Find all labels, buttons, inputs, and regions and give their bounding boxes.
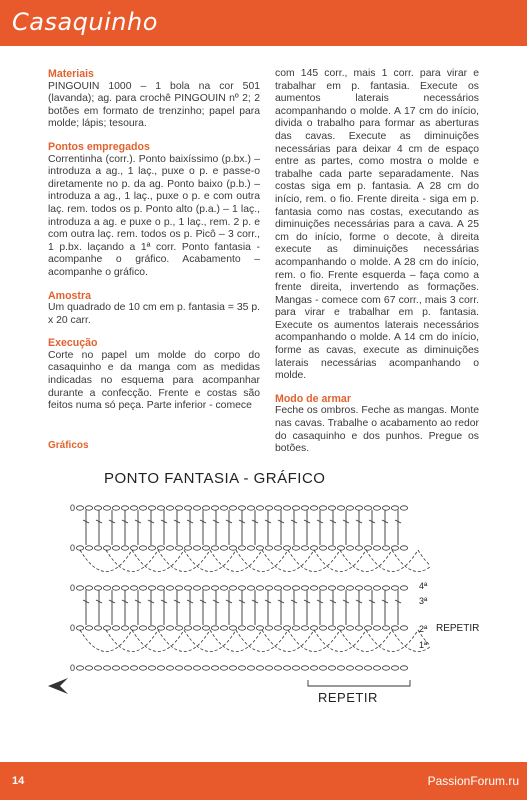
chain-arch <box>158 630 210 652</box>
chain-stitch <box>229 546 236 550</box>
chain-stitch <box>265 666 272 670</box>
chain-stitch <box>400 546 407 550</box>
chain-stitch <box>148 586 155 590</box>
chain-stitch <box>328 586 335 590</box>
chain-stitch <box>346 546 353 550</box>
chain-stitch <box>148 666 155 670</box>
chain-stitch <box>85 586 92 590</box>
chain-stitch <box>274 666 281 670</box>
row-label-4: 4ª <box>419 581 428 591</box>
chain-stitch <box>157 626 164 630</box>
chain-stitch <box>256 666 263 670</box>
chain-stitch <box>112 586 119 590</box>
chain-stitch <box>355 666 362 670</box>
chain-stitch <box>175 506 182 510</box>
chain-stitch <box>400 586 407 590</box>
chain-stitch <box>157 666 164 670</box>
chain-stitch <box>400 626 407 630</box>
chain-stitch <box>391 626 398 630</box>
chain-stitch <box>211 506 218 510</box>
chain-stitch <box>283 586 290 590</box>
chain-stitch <box>355 586 362 590</box>
chain-stitch <box>373 546 380 550</box>
graficos-label: Gráficos <box>48 440 89 451</box>
chain-stitch <box>247 626 254 630</box>
repetir-side-label: REPETIR <box>436 623 480 634</box>
header-bar <box>0 0 527 46</box>
chain-stitch <box>184 666 191 670</box>
chain-stitch <box>130 666 137 670</box>
chain-arch <box>340 630 392 652</box>
chain-stitch <box>310 666 317 670</box>
row-start-mark: 0 <box>70 543 76 553</box>
chain-stitch <box>184 506 191 510</box>
chain-stitch <box>355 546 362 550</box>
chain-stitch <box>382 546 389 550</box>
chain-stitch <box>283 506 290 510</box>
execucao-heading: Execução <box>48 337 98 350</box>
chain-stitch <box>319 626 326 630</box>
chain-stitch <box>157 506 164 510</box>
chain-stitch <box>256 626 263 630</box>
chain-stitch <box>292 546 299 550</box>
chain-stitch <box>373 666 380 670</box>
chain-stitch <box>166 666 173 670</box>
row-start-mark: 0 <box>70 503 76 513</box>
chain-stitch <box>319 506 326 510</box>
chain-arch <box>392 550 430 572</box>
chain-arch <box>184 630 236 652</box>
chain-stitch <box>220 506 227 510</box>
chain-arch <box>288 550 340 572</box>
repetir-bottom-label: REPETIR <box>318 690 378 705</box>
chain-stitch <box>337 586 344 590</box>
chain-arch <box>210 630 262 652</box>
chain-stitch <box>283 626 290 630</box>
chain-stitch <box>319 586 326 590</box>
modo-heading: Modo de armar <box>275 392 351 405</box>
chain-stitch <box>175 586 182 590</box>
chain-stitch <box>121 546 128 550</box>
chain-stitch <box>139 506 146 510</box>
modo-text: Feche os ombros. Feche as mangas. Monte nas cavas. Trabalhe o acabamento ao redor do casaquinho e dos punhos. Pregue os botões. <box>275 405 479 455</box>
chain-stitch <box>337 506 344 510</box>
chain-stitch <box>256 546 263 550</box>
chain-stitch <box>85 666 92 670</box>
chain-stitch <box>373 626 380 630</box>
chain-stitch <box>121 586 128 590</box>
chain-stitch <box>139 586 146 590</box>
chain-stitch <box>229 626 236 630</box>
left-column <box>48 68 260 413</box>
chain-stitch <box>184 546 191 550</box>
chain-stitch <box>337 666 344 670</box>
chain-stitch <box>157 586 164 590</box>
chain-stitch <box>112 546 119 550</box>
chain-stitch <box>166 586 173 590</box>
chain-stitch <box>175 626 182 630</box>
chain-stitch <box>247 666 254 670</box>
chain-stitch <box>166 546 173 550</box>
chain-arch <box>80 550 132 572</box>
chain-stitch <box>292 666 299 670</box>
chain-stitch <box>373 586 380 590</box>
chain-stitch <box>238 666 245 670</box>
chain-stitch <box>139 666 146 670</box>
chain-stitch <box>202 506 209 510</box>
chain-stitch <box>247 506 254 510</box>
chain-stitch <box>130 626 137 630</box>
chain-stitch <box>310 586 317 590</box>
chain-stitch <box>238 506 245 510</box>
chain-stitch <box>364 506 371 510</box>
pontos-heading: Pontos empregados <box>48 140 150 153</box>
chain-stitch <box>274 586 281 590</box>
chain-stitch <box>148 546 155 550</box>
chain-stitch <box>130 586 137 590</box>
chain-stitch <box>283 546 290 550</box>
chain-arch <box>314 550 366 572</box>
chain-stitch <box>346 586 353 590</box>
site-watermark: PassionForum.ru <box>427 774 519 788</box>
chain-stitch <box>139 546 146 550</box>
crochet-chart <box>40 490 430 705</box>
chain-stitch <box>373 506 380 510</box>
chain-stitch <box>364 586 371 590</box>
chain-stitch <box>319 666 326 670</box>
chain-stitch <box>175 666 182 670</box>
chain-stitch <box>328 666 335 670</box>
chain-stitch <box>301 666 308 670</box>
chain-stitch <box>229 506 236 510</box>
chain-stitch <box>211 666 218 670</box>
chain-stitch <box>94 546 101 550</box>
chain-stitch <box>103 626 110 630</box>
chain-stitch <box>76 666 83 670</box>
chain-stitch <box>193 666 200 670</box>
chain-arch <box>236 550 288 572</box>
chain-arch <box>366 550 418 572</box>
chain-stitch <box>382 626 389 630</box>
chain-stitch <box>220 546 227 550</box>
chain-stitch <box>337 626 344 630</box>
chain-stitch <box>76 626 83 630</box>
footer-scallop <box>0 756 527 768</box>
chain-stitch <box>85 626 92 630</box>
materiais-heading: Materiais <box>48 68 94 80</box>
chain-stitch <box>310 506 317 510</box>
chain-stitch <box>103 666 110 670</box>
chain-stitch <box>400 666 407 670</box>
chain-stitch <box>220 586 227 590</box>
chain-stitch <box>238 546 245 550</box>
row-label-1: 1ª <box>419 640 428 650</box>
chain-arch <box>314 630 366 652</box>
chain-stitch <box>76 506 83 510</box>
chain-stitch <box>238 626 245 630</box>
chain-stitch <box>139 626 146 630</box>
chain-arch <box>132 630 184 652</box>
chain-stitch <box>391 546 398 550</box>
chain-stitch <box>184 586 191 590</box>
chain-stitch <box>292 506 299 510</box>
chain-stitch <box>355 506 362 510</box>
chain-arch <box>262 630 314 652</box>
chain-stitch <box>292 586 299 590</box>
chain-arch <box>236 630 288 652</box>
chain-stitch <box>265 626 272 630</box>
chain-stitch <box>382 586 389 590</box>
chain-stitch <box>112 626 119 630</box>
chain-stitch <box>166 506 173 510</box>
header-scallop <box>0 40 527 52</box>
chain-stitch <box>76 586 83 590</box>
chain-stitch <box>103 506 110 510</box>
chain-stitch <box>175 546 182 550</box>
execucao-continued-text: com 145 corr., mais 1 corr. para virar e trabalhar em p. fantasia. Execute os aumentos laterais necessários acompanhando o molde. A 17 cm do início, divida o trabalho para formar as aberturas das cavas. Execute as diminuições necessárias para deixar 4 cm de espaço entre as partes, como mostra o molde e trabalhe cada parte separadamente. Nas costas siga em p. fantasia. A 28 cm do início, rem. o fio. Frente direita - siga em p. fantasia como nas costas, executando as diminuições necessárias para a cava. A 25 cm do início, forme o decote, à direita execute as diminuições necessárias acompanhando o molde. A 28 cm do início, rem. o fio. Frente esquerda – faça como a frente direita, invertendo as formações. Mangas - comece com 67 corr., mais 3 corr. para virar e trabalhar em p. fantasia. Execute os aumentos laterais necessários acompanhando o molde. A 14 cm do início, forme as cavas, execute as diminuições laterais necessárias acompanhando o molde. <box>275 68 479 382</box>
chain-arch <box>288 630 340 652</box>
chain-stitch <box>247 586 254 590</box>
chain-stitch <box>202 546 209 550</box>
chain-stitch <box>382 666 389 670</box>
chain-stitch <box>211 626 218 630</box>
chain-stitch <box>76 546 83 550</box>
chain-arch <box>132 550 184 572</box>
repetir-bracket-bottom <box>308 680 410 686</box>
chain-stitch <box>112 666 119 670</box>
chain-stitch <box>364 546 371 550</box>
chain-stitch <box>265 586 272 590</box>
chain-stitch <box>220 626 227 630</box>
chain-stitch <box>112 506 119 510</box>
chain-stitch <box>85 546 92 550</box>
chain-stitch <box>247 546 254 550</box>
chain-arch <box>80 630 132 652</box>
chain-stitch <box>94 586 101 590</box>
chain-stitch <box>292 626 299 630</box>
chain-stitch <box>283 666 290 670</box>
chain-arch <box>106 630 158 652</box>
chain-stitch <box>328 626 335 630</box>
chain-stitch <box>355 626 362 630</box>
chain-stitch <box>148 506 155 510</box>
chain-stitch <box>202 586 209 590</box>
chain-arch <box>210 550 262 572</box>
chain-stitch <box>211 546 218 550</box>
chain-stitch <box>337 546 344 550</box>
chain-arch <box>106 550 158 572</box>
page-title: Casaquinho <box>12 8 158 36</box>
start-arrow-icon <box>48 678 68 694</box>
chain-stitch <box>157 546 164 550</box>
chain-stitch <box>220 666 227 670</box>
chain-stitch <box>346 506 353 510</box>
row-start-mark: 0 <box>70 663 76 673</box>
row-label-2: 2ª <box>419 624 428 634</box>
chain-arch <box>340 550 392 572</box>
chain-stitch <box>301 586 308 590</box>
chain-stitch <box>382 506 389 510</box>
chain-stitch <box>238 586 245 590</box>
materiais-text: PINGOUIN 1000 – 1 bola na cor 501 (lavanda); ag. para crochê PINGOUIN nº 2; 2 botões em formato de trenzinho; papel para molde; lápis; tesoura. <box>48 80 260 130</box>
chain-stitch <box>229 586 236 590</box>
chain-stitch <box>211 586 218 590</box>
chain-stitch <box>130 506 137 510</box>
row-start-mark: 0 <box>70 583 76 593</box>
chain-stitch <box>148 626 155 630</box>
chain-stitch <box>301 626 308 630</box>
amostra-text: Um quadrado de 10 cm em p. fantasia = 35 p. x 20 carr. <box>48 302 260 326</box>
chain-stitch <box>85 506 92 510</box>
chain-stitch <box>94 666 101 670</box>
chain-stitch <box>319 546 326 550</box>
chain-stitch <box>391 666 398 670</box>
chain-stitch <box>94 626 101 630</box>
right-column <box>275 68 479 456</box>
chain-stitch <box>400 506 407 510</box>
row-start-mark: 0 <box>70 623 76 633</box>
chain-stitch <box>274 546 281 550</box>
chain-arch <box>184 550 236 572</box>
amostra-heading: Amostra <box>48 289 91 302</box>
chain-stitch <box>103 546 110 550</box>
chain-stitch <box>274 506 281 510</box>
chain-arch <box>366 630 418 652</box>
chain-stitch <box>121 506 128 510</box>
chain-stitch <box>202 626 209 630</box>
chain-stitch <box>364 666 371 670</box>
chain-arch <box>262 550 314 572</box>
chart-title: PONTO FANTASIA - GRÁFICO <box>104 470 326 487</box>
pontos-text: Correntinha (corr.). Ponto baixíssimo (p.bx.) – introduza a ag., 1 laç., puxe o p. e passe-o diretamente no p. da ag. Ponto baixo (p.b.) – introduza a ag., 1 laç., puxe o p. e com outra laç. rem. todos os p. Ponto alto (p.a.) – 1 laç., introduza a ag. e puxe o p., 1 laç., rem. 2 p. e com outra laç. rem. todos os p. Picô – 3 corr., 1 p.bx. laçando a 1ª corr. Ponto fantasia - acompanhe o gráfico. Acabamento – acompanhe o gráfico. <box>48 153 260 278</box>
chain-stitch <box>256 506 263 510</box>
chain-stitch <box>193 626 200 630</box>
chain-stitch <box>328 506 335 510</box>
chain-stitch <box>193 506 200 510</box>
chain-stitch <box>103 586 110 590</box>
chain-stitch <box>202 666 209 670</box>
chain-stitch <box>193 586 200 590</box>
chain-stitch <box>94 506 101 510</box>
chain-stitch <box>265 506 272 510</box>
chain-stitch <box>328 546 335 550</box>
chain-stitch <box>310 546 317 550</box>
chain-stitch <box>130 546 137 550</box>
chain-stitch <box>121 626 128 630</box>
chain-stitch <box>265 546 272 550</box>
chain-stitch <box>391 506 398 510</box>
chain-stitch <box>346 666 353 670</box>
chain-stitch <box>121 666 128 670</box>
chain-stitch <box>229 666 236 670</box>
chain-stitch <box>256 586 263 590</box>
chain-arch <box>158 550 210 572</box>
execucao-text: Corte no papel um molde do corpo do casaquinho e da manga com as medidas indicadas no esquema para acompanhar durante a confecção. Frente e costas são feitos numa só peça. Parte inferior - comece <box>48 349 260 412</box>
chain-stitch <box>166 626 173 630</box>
chain-stitch <box>346 626 353 630</box>
chain-stitch <box>391 586 398 590</box>
chain-stitch <box>193 546 200 550</box>
chain-stitch <box>310 626 317 630</box>
page-number: 14 <box>12 775 25 787</box>
chain-stitch <box>184 626 191 630</box>
chain-stitch <box>364 626 371 630</box>
chain-stitch <box>301 506 308 510</box>
chain-stitch <box>274 626 281 630</box>
row-label-3: 3ª <box>419 596 428 606</box>
chain-stitch <box>301 546 308 550</box>
